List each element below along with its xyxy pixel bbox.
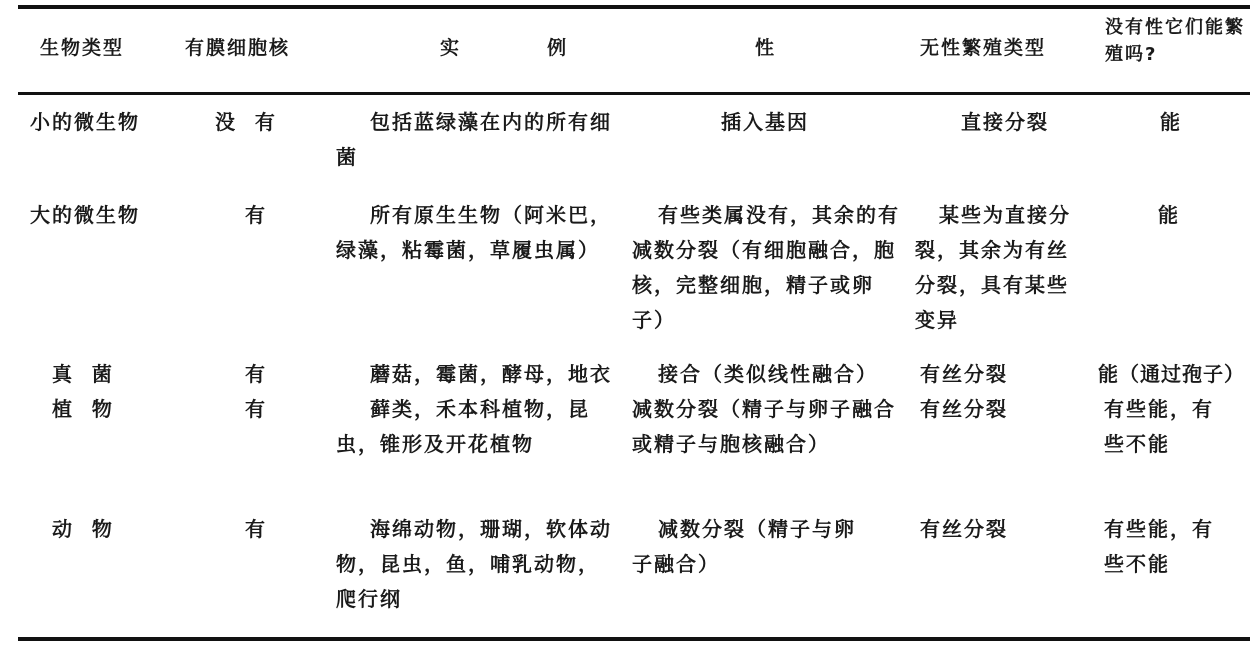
table-row-3-reproduce: 能（通过孢子） — [1098, 362, 1245, 386]
header-sex: 性 — [755, 37, 777, 59]
table-row-5-type: 动 物 — [52, 517, 114, 541]
header-nuclear-membrane: 有膜细胞核 — [185, 37, 291, 59]
table-row-2-examples: 所有原生生物（阿米巴，绿藻，粘霉菌，草履虫属） — [336, 203, 612, 262]
table-row-5-examples: 海绵动物，珊瑚，软体动物，昆虫，鱼，哺乳动物，爬行纲 — [336, 517, 612, 611]
table-row-3-nucleus: 有 — [245, 362, 267, 386]
table-row-5-reproduce: 有些能，有些不能 — [1104, 517, 1214, 576]
table-top-rule — [18, 5, 1250, 9]
table-row-3-examples: 蘑菇，霉菌，酵母，地衣 — [370, 362, 612, 386]
table-row-1-asexual: 直接分裂 — [961, 110, 1049, 134]
table-header-rule — [18, 92, 1250, 95]
table-row-4-sex: 减数分裂（精子与卵子融合或精子与胞核融合） — [632, 397, 896, 456]
header-organism-type: 生物类型 — [40, 37, 125, 59]
header-reproduce-without-sex: 没有性它们能繁殖吗? — [1105, 17, 1245, 65]
table-row-2-reproduce: 能 — [1158, 203, 1180, 227]
table-row-4-nucleus: 有 — [245, 397, 267, 421]
table-row-1-reproduce: 能 — [1160, 110, 1182, 134]
table-row-1-sex: 插入基因 — [721, 110, 809, 134]
table-row-4-asexual: 有丝分裂 — [920, 397, 1008, 421]
table-row-1-type: 小的微生物 — [30, 110, 140, 134]
table-bottom-rule — [18, 637, 1250, 641]
table-row-2-type: 大的微生物 — [30, 203, 140, 227]
table-row-4-reproduce: 有些能，有些不能 — [1104, 397, 1214, 456]
table-row-3-type: 真 菌 — [52, 362, 114, 386]
table-row-3-asexual: 有丝分裂 — [920, 362, 1008, 386]
header-examples: 实 例 — [440, 37, 569, 59]
table-row-4-type: 植 物 — [52, 397, 114, 421]
table-row-5-sex: 减数分裂（精子与卵子融合） — [632, 517, 856, 576]
table-row-1-nucleus: 没 有 — [215, 110, 277, 134]
table-row-4-examples: 藓类，禾本科植物，昆虫，锥形及开花植物 — [336, 397, 590, 456]
table-row-2-nucleus: 有 — [245, 203, 267, 227]
table-row-1-examples: 包括蓝绿藻在内的所有细菌 — [336, 110, 612, 169]
header-asexual-type: 无性繁殖类型 — [920, 37, 1047, 59]
table-row-5-nucleus: 有 — [245, 517, 267, 541]
table-row-2-sex: 有些类属没有，其余的有减数分裂（有细胞融合，胞核，完整细胞，精子或卵子） — [632, 203, 900, 332]
table-row-3-sex: 接合（类似线性融合） — [658, 362, 878, 386]
table-row-2-asexual: 某些为直接分裂，其余为有丝分裂，具有某些变异 — [915, 203, 1071, 332]
table-row-5-asexual: 有丝分裂 — [920, 517, 1008, 541]
